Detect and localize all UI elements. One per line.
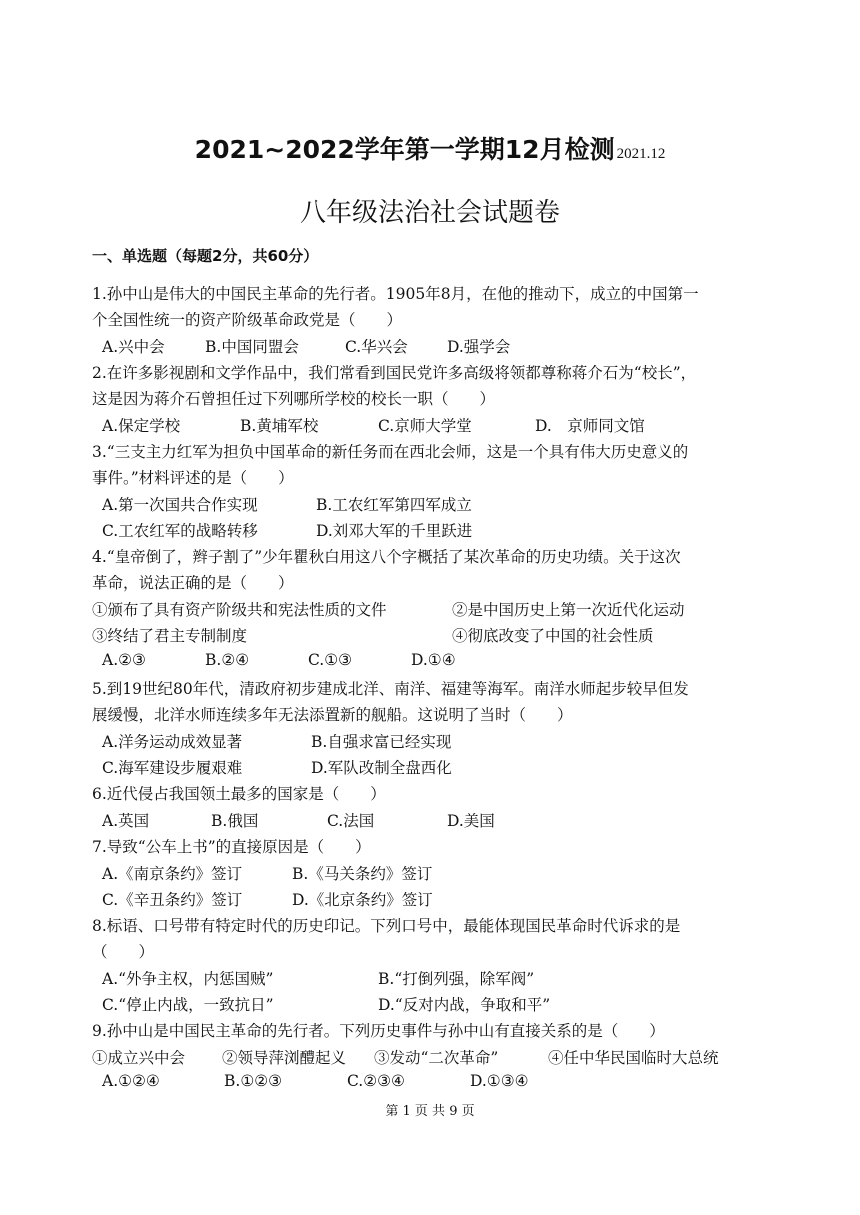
question-6-option-b: B.俄国 bbox=[211, 812, 259, 830]
question-8-line-1: 8.标语、口号带有特定时代的历史印记。下列口号中，最能体现国民革命时代诉求的是 bbox=[92, 917, 681, 935]
question-4-option-b: B.②④ bbox=[205, 651, 250, 669]
exam-title bbox=[0, 130, 860, 166]
question-1-line-1: 1.孙中山是伟大的中国民主革命的先行者。1905年8月，在他的推动下，成立的中国第一 bbox=[92, 285, 699, 303]
question-9-statement-2: ②领导萍浏醴起义 bbox=[222, 1049, 347, 1067]
question-9-statement-1: ①成立兴中会 bbox=[92, 1049, 186, 1067]
question-2-option-d: D. 京师同文馆 bbox=[535, 417, 645, 435]
question-6-option-a: A.英国 bbox=[102, 812, 150, 830]
question-9-option-c: C.②③④ bbox=[347, 1072, 405, 1090]
question-9-statement-3: ③发动“二次革命” bbox=[374, 1049, 499, 1067]
question-8-option-b: B.“打倒列强，除军阀” bbox=[378, 970, 535, 988]
question-4-option-c: C.①③ bbox=[308, 651, 353, 669]
question-8-line-2: （ ） bbox=[92, 943, 155, 961]
question-1-option-a: A.兴中会 bbox=[102, 338, 165, 356]
question-4-line-1: 4.“皇帝倒了，辫子割了”少年瞿秋白用这八个字概括了某次革命的历史功绩。关于这次 bbox=[92, 548, 681, 566]
question-3-option-d: D.刘邓大军的千里跃进 bbox=[316, 522, 473, 540]
exam-date: 2021.12 bbox=[616, 146, 666, 162]
question-2-option-b: B.黄埔军校 bbox=[240, 417, 319, 435]
question-9-statement-4: ④任中华民国临时大总统 bbox=[548, 1049, 719, 1067]
question-9-option-a: A.①②④ bbox=[102, 1072, 160, 1090]
question-4-statement-1: ①颁布了具有资产阶级共和宪法性质的文件 bbox=[92, 601, 387, 619]
question-2-option-a: A.保定学校 bbox=[102, 417, 181, 435]
question-9-line-1: 9.孙中山是中国民主革命的先行者。下列历史事件与孙中山有直接关系的是（ ） bbox=[92, 1022, 665, 1040]
question-2-option-c: C.京师大学堂 bbox=[378, 417, 472, 435]
question-9-option-b: B.①②③ bbox=[224, 1072, 283, 1090]
question-2-line-2: 这是因为蒋介石曾担任过下列哪所学校的校长一职（ ） bbox=[92, 390, 496, 408]
exam-subtitle: 八年级法治社会试题卷 bbox=[299, 198, 560, 228]
question-8-option-a: A.“外争主权，内惩国贼” bbox=[102, 970, 274, 988]
question-4-option-a: A.②③ bbox=[102, 651, 146, 669]
question-6-line-1: 6.近代侵占我国领土最多的国家是（ ） bbox=[92, 785, 386, 803]
question-7-option-b: B.《马关条约》签订 bbox=[292, 865, 433, 883]
section-heading: 一、单选题（每题2分，共60分） bbox=[92, 247, 319, 265]
question-7-line-1: 7.导致“公车上书”的直接原因是（ ） bbox=[92, 838, 371, 856]
question-6-option-d: D.美国 bbox=[447, 812, 495, 830]
question-6-option-c: C.法国 bbox=[327, 812, 375, 830]
question-8-option-d: D.“反对内战，争取和平” bbox=[378, 996, 551, 1014]
question-4-statement-2: ②是中国历史上第一次近代化运动 bbox=[452, 601, 685, 619]
page-footer: 第 1 页 共 9 页 bbox=[385, 1104, 475, 1119]
question-1-line-2: 个全国性统一的资产阶级革命政党是（ ） bbox=[92, 311, 403, 329]
title-text: 2021~2022学年第一学期12月检测 bbox=[194, 135, 615, 164]
question-1-option-c: C.华兴会 bbox=[345, 338, 408, 356]
question-3-option-b: B.工农红军第四军成立 bbox=[316, 496, 472, 514]
question-5-option-b: B.自强求富已经实现 bbox=[311, 733, 452, 751]
question-7-option-d: D.《北京条约》签订 bbox=[292, 891, 433, 909]
question-5-line-1: 5.到19世纪80年代，清政府初步建成北洋、南洋、福建等海军。南洋水师起步较早但发 bbox=[92, 680, 689, 698]
question-3-line-2: 事件。”材料评述的是（ ） bbox=[92, 469, 294, 487]
question-4-statement-4: ④彻底改变了中国的社会性质 bbox=[452, 627, 654, 645]
question-1-option-d: D.强学会 bbox=[447, 338, 511, 356]
question-4-statement-3: ③终结了君主专制制度 bbox=[92, 627, 248, 645]
question-2-line-1: 2.在许多影视剧和文学作品中，我们常看到国民党许多高级将领都尊称蒋介石为“校长”， bbox=[92, 364, 697, 382]
question-3-option-c: C.工农红军的战略转移 bbox=[102, 522, 258, 540]
question-7-option-c: C.《辛丑条约》签订 bbox=[102, 891, 243, 909]
question-5-option-c: C.海军建设步履艰难 bbox=[102, 759, 243, 777]
question-5-option-d: D.军队改制全盘西化 bbox=[311, 759, 452, 777]
question-3-option-a: A.第一次国共合作实现 bbox=[102, 496, 258, 514]
question-4-line-2: 革命，说法正确的是（ ） bbox=[92, 574, 294, 592]
question-3-line-1: 3.“三支主力红军为担负中国革命的新任务而在西北会师，这是一个具有伟大历史意义的 bbox=[92, 443, 689, 461]
question-9-option-d: D.①③④ bbox=[470, 1072, 529, 1090]
question-5-line-2: 展缓慢，北洋水师连续多年无法添置新的舰船。这说明了当时（ ） bbox=[92, 706, 573, 724]
question-1-option-b: B.中国同盟会 bbox=[205, 338, 299, 356]
question-7-option-a: A.《南京条约》签订 bbox=[102, 865, 243, 883]
question-8-option-c: C.“停止内战，一致抗日” bbox=[102, 996, 274, 1014]
question-5-option-a: A.洋务运动成效显著 bbox=[102, 733, 243, 751]
question-4-option-d: D.①④ bbox=[411, 651, 456, 669]
